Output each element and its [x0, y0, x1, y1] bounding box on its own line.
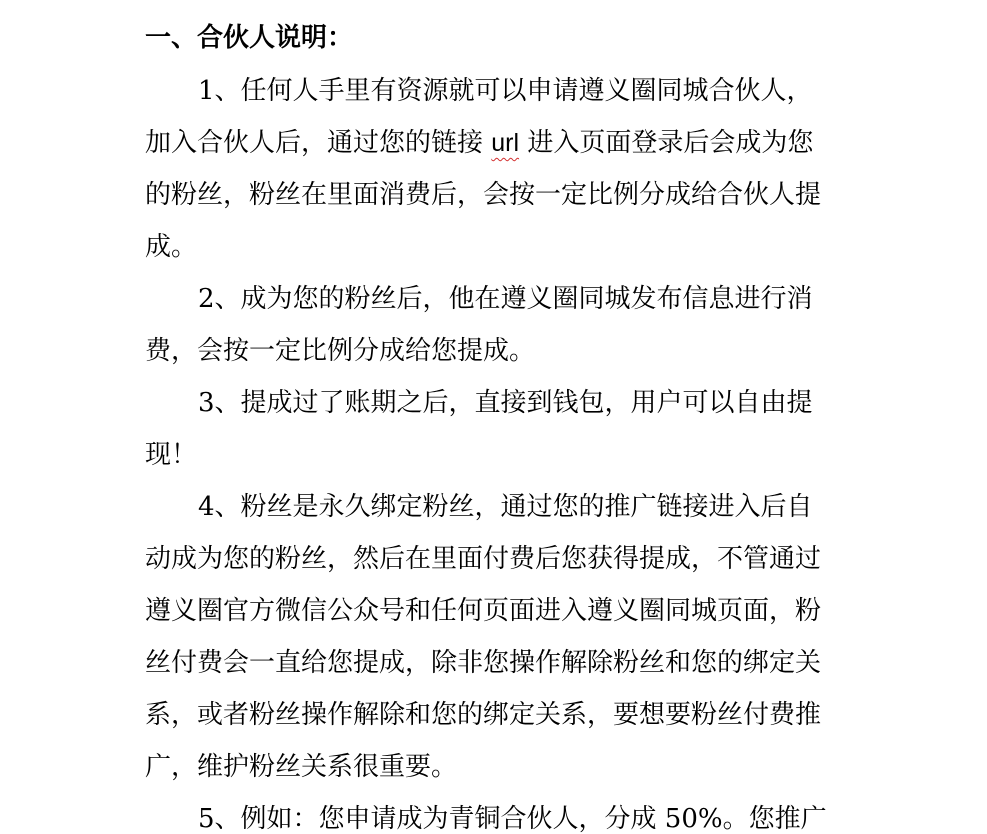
- paragraph-3-line-2: 现！: [145, 440, 198, 470]
- paragraph-1-line-1: 1、任何人手里有资源就可以申请遵义圈同城合伙人，: [198, 76, 813, 106]
- paragraph-4-line-5: 系，或者粉丝操作解除和您的绑定关系，要想要粉丝付费推: [145, 700, 822, 730]
- paragraph-4-line-1: 4、粉丝是永久绑定粉丝，通过您的推广链接进入后自: [198, 492, 813, 522]
- paragraph-1-line-2: [145, 123, 813, 163]
- url-text: url: [491, 129, 520, 157]
- section-heading: 一、合伙人说明：: [145, 23, 354, 53]
- paragraph-1-line-2-text-b: 进入页面登录后会成为您: [519, 128, 814, 158]
- paragraph-4-line-6: 广，维护粉丝关系很重要。: [145, 752, 458, 782]
- paragraph-5-line-1: 5、例如：您申请成为青铜合伙人，分成 50%。您推广: [198, 804, 827, 834]
- paragraph-1-line-2-text-a: 加入合伙人后，通过您的链接: [145, 128, 492, 158]
- paragraph-2-line-2: 费，会按一定比例分成给您提成。: [145, 336, 536, 366]
- paragraph-2-line-1: 2、成为您的粉丝后，他在遵义圈同城发布信息进行消: [198, 284, 813, 314]
- paragraph-4-line-2: 动成为您的粉丝，然后在里面付费后您获得提成，不管通过: [145, 544, 822, 574]
- paragraph-4-line-4: 丝付费会一直给您提成，除非您操作解除粉丝和您的绑定关: [145, 648, 822, 678]
- paragraph-1-line-4: 成。: [145, 232, 198, 262]
- paragraph-4-line-3: 遵义圈官方微信公众号和任何页面进入遵义圈同城页面，粉: [145, 596, 822, 626]
- paragraph-3-line-1: 3、提成过了账期之后，直接到钱包，用户可以自由提: [198, 388, 813, 418]
- paragraph-1-line-3: 的粉丝，粉丝在里面消费后，会按一定比例分成给合伙人提: [145, 180, 822, 210]
